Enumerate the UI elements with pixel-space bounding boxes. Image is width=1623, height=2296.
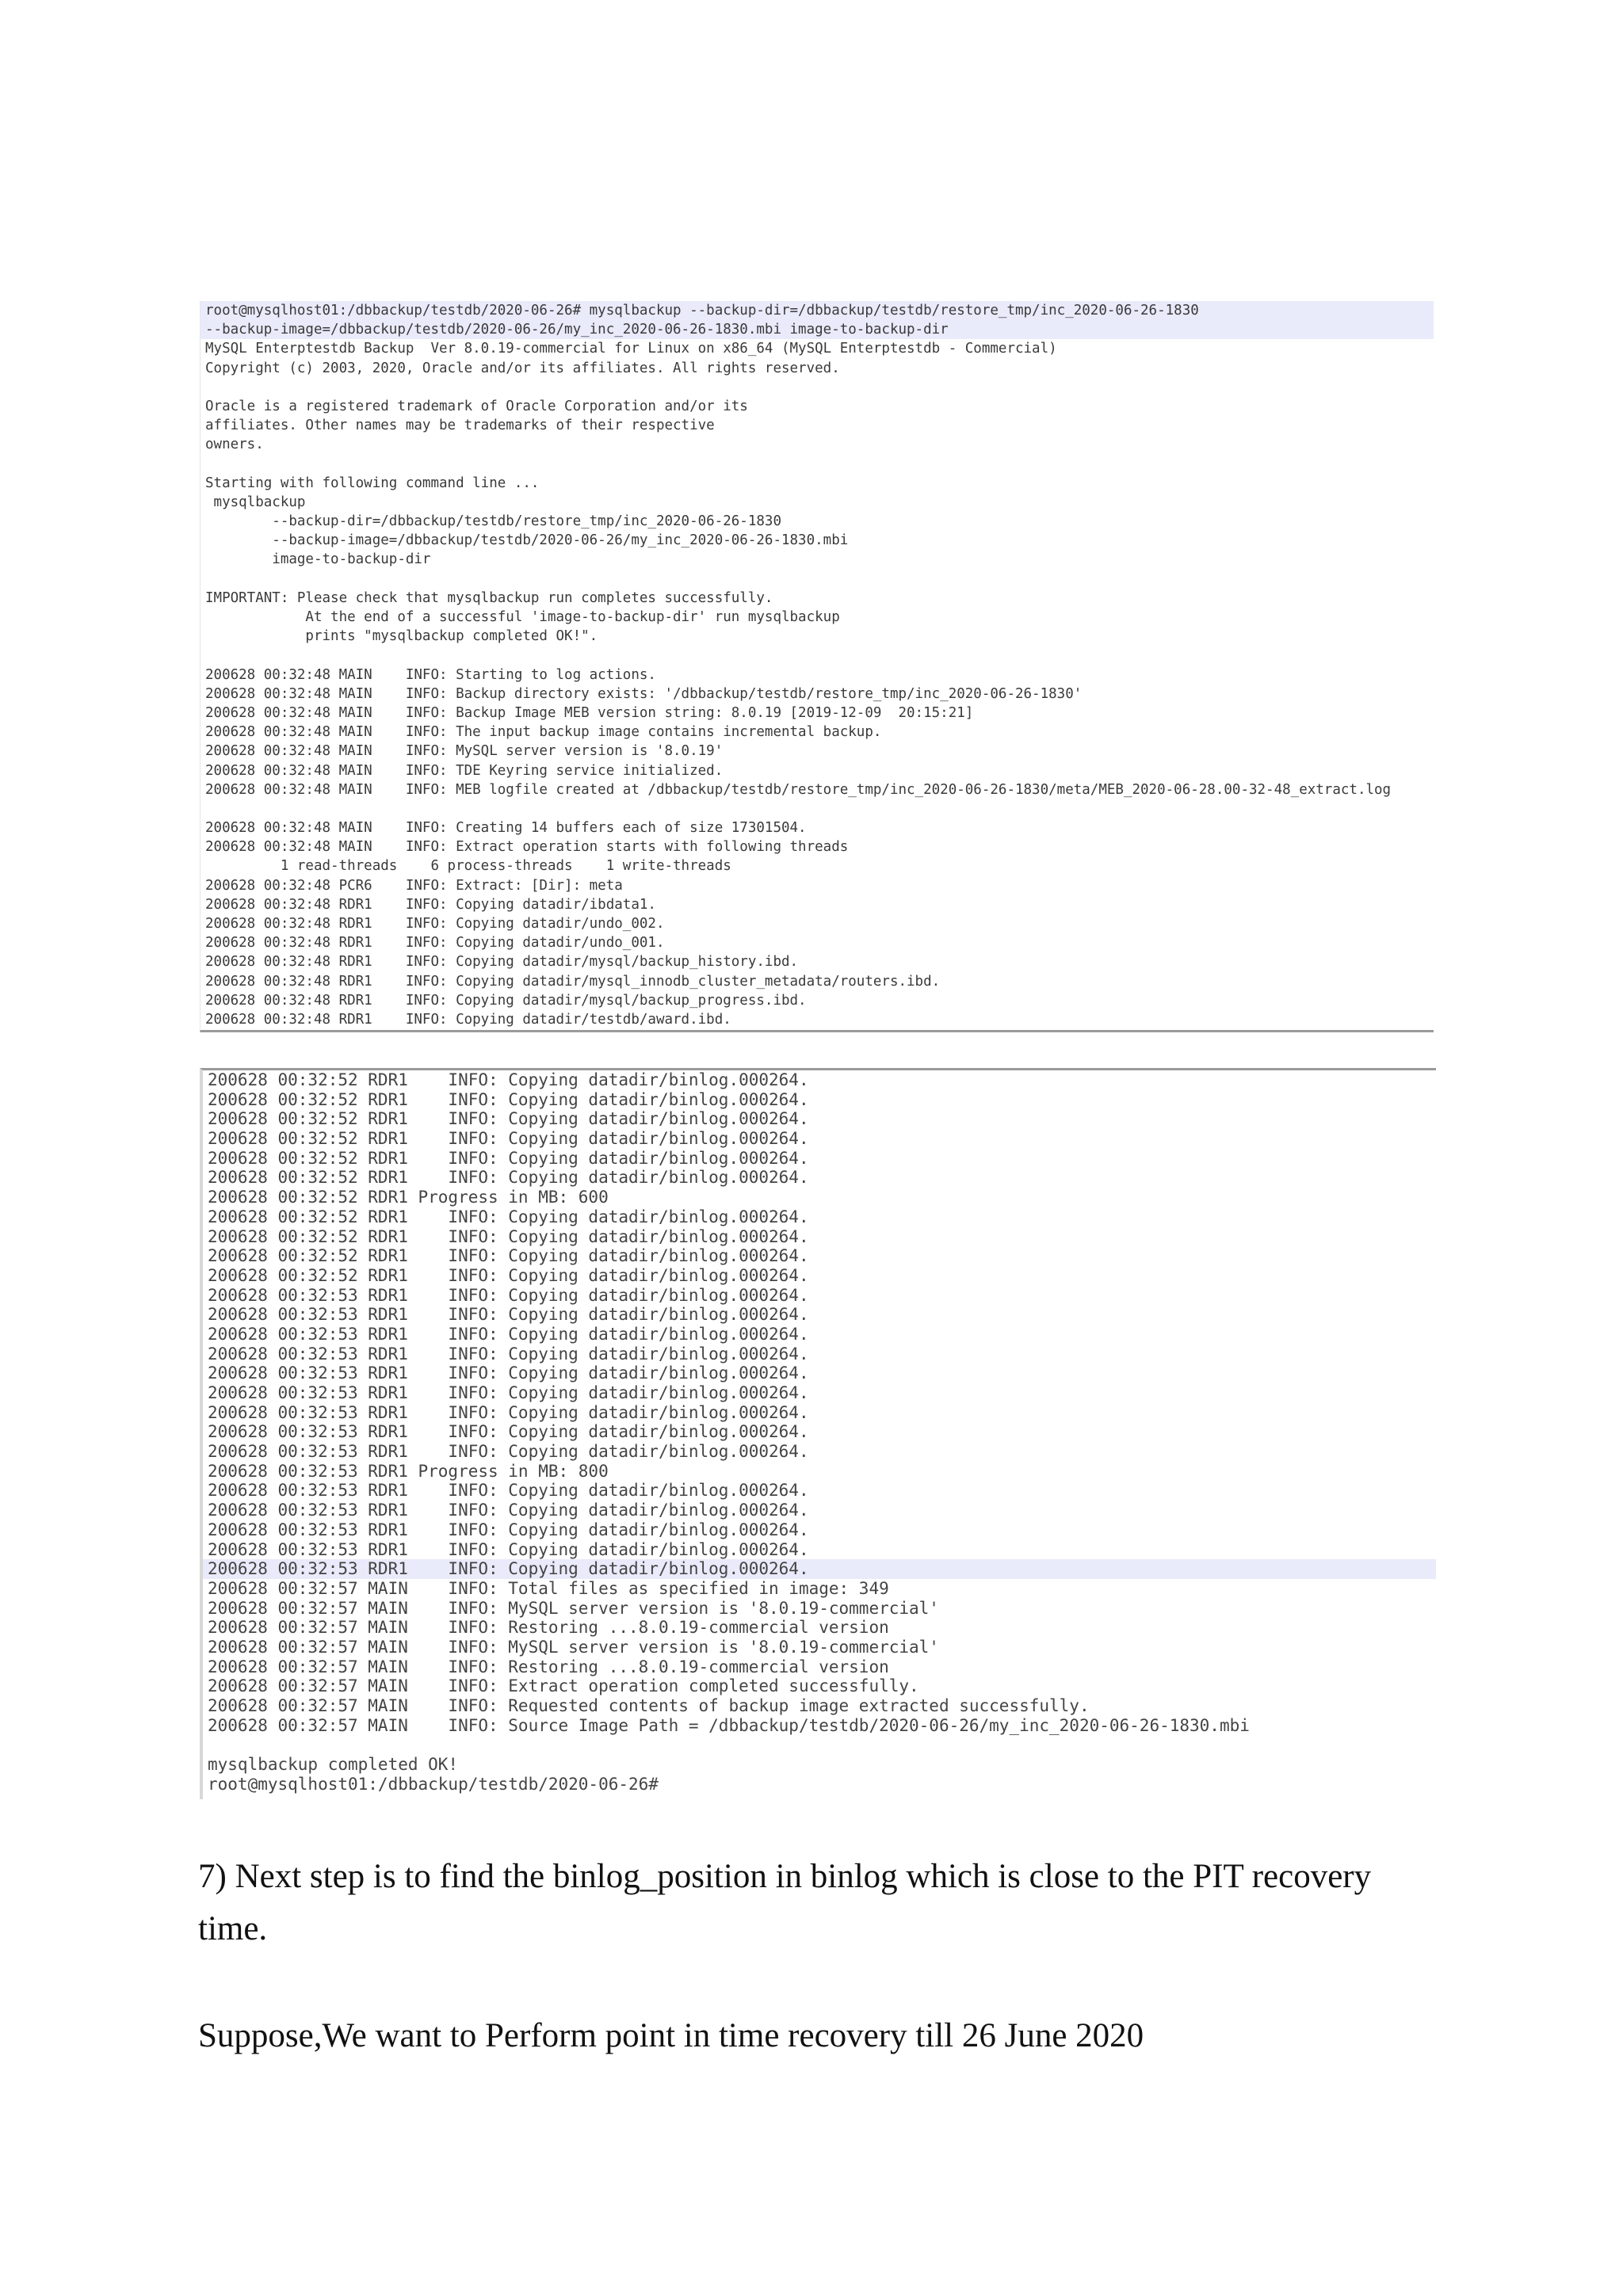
terminal-line: root@mysqlhost01:/dbbackup/testdb/2020-06-26# mysqlbackup --backup-dir=/dbbackup/testdb/restore_tmp/inc_2020-06-26-1830 xyxy=(200,301,1434,320)
terminal-line: 200628 00:32:52 RDR1 INFO: Copying datadir/binlog.000264. xyxy=(208,1109,809,1129)
terminal-line: 200628 00:32:57 MAIN INFO: Extract operation completed successfully. xyxy=(208,1676,919,1696)
terminal-line: 1 read-threads 6 process-threads 1 write-threads xyxy=(205,858,731,875)
terminal-line: 200628 00:32:52 RDR1 INFO: Copying datadir/binlog.000264. xyxy=(208,1265,809,1285)
terminal-line: 200628 00:32:52 RDR1 Progress in MB: 600 xyxy=(208,1188,609,1207)
terminal-line: 200628 00:32:53 RDR1 INFO: Copying datadir/binlog.000264. xyxy=(208,1344,809,1363)
terminal-line: 200628 00:32:57 MAIN INFO: Restoring ...8.0.19-commercial version xyxy=(208,1657,889,1676)
terminal-line: owners. xyxy=(205,437,264,453)
terminal-line: Copyright (c) 2003, 2020, Oracle and/or its affiliates. All rights reserved. xyxy=(205,360,840,376)
terminal-line xyxy=(200,570,1434,589)
terminal-line: 200628 00:32:57 MAIN INFO: MySQL server version is '8.0.19-commercial' xyxy=(208,1598,939,1618)
terminal-line: IMPORTANT: Please check that mysqlbackup run completes successfully. xyxy=(205,589,773,606)
terminal-line: 200628 00:32:52 RDR1 INFO: Copying datadir/binlog.000264. xyxy=(208,1089,809,1109)
terminal-line: 200628 00:32:48 RDR1 INFO: Copying datadir/undo_001. xyxy=(205,935,665,952)
terminal-line: 200628 00:32:57 MAIN INFO: MySQL server version is '8.0.19-commercial' xyxy=(208,1637,939,1657)
terminal-line: At the end of a successful 'image-to-backup-dir' run mysqlbackup xyxy=(205,609,840,625)
terminal-line: 200628 00:32:53 RDR1 INFO: Copying datadir/binlog.000264. xyxy=(208,1539,809,1559)
terminal-line: 200628 00:32:53 RDR1 INFO: Copying datadir/binlog.000264. xyxy=(208,1305,809,1325)
terminal-line: prints "mysqlbackup completed OK!". xyxy=(205,628,598,645)
terminal-line: 200628 00:32:52 RDR1 INFO: Copying datadir/binlog.000264. xyxy=(208,1246,809,1266)
terminal-line: 200628 00:32:48 MAIN INFO: MySQL server version is '8.0.19' xyxy=(205,743,724,760)
terminal-line: 200628 00:32:53 RDR1 INFO: Copying datadir/binlog.000264. xyxy=(208,1422,809,1442)
terminal-line: 200628 00:32:48 MAIN INFO: Creating 14 buffers each of size 17301504. xyxy=(205,820,807,837)
terminal-line: Oracle is a registered trademark of Oracle Corporation and/or its xyxy=(205,398,748,414)
terminal-line: image-to-backup-dir xyxy=(205,551,431,568)
terminal-line: 200628 00:32:53 RDR1 INFO: Copying datadir/binlog.000264. xyxy=(208,1402,809,1422)
terminal-line: 200628 00:32:48 MAIN INFO: The input backup image contains incremental backup. xyxy=(205,724,882,741)
terminal-line xyxy=(203,1735,1436,1755)
terminal-line xyxy=(200,455,1434,474)
suppose-paragraph: Suppose,We want to Perform point in time recovery till 26 June 2020 xyxy=(198,2017,1144,2054)
terminal-line: 200628 00:32:53 RDR1 INFO: Copying datadir/binlog.000264. xyxy=(208,1363,809,1383)
terminal-screenshot-bottom xyxy=(200,1068,1436,1799)
terminal-line: affiliates. Other names may be trademarks of their respective xyxy=(205,418,715,434)
terminal-line: 200628 00:32:48 RDR1 INFO: Copying datadir/undo_002. xyxy=(205,916,665,932)
terminal-line: 200628 00:32:53 RDR1 Progress in MB: 800 xyxy=(208,1461,609,1481)
step-7-paragraph: 7) Next step is to find the binlog_position in binlog which is close to the PIT recovery time. xyxy=(198,1858,1372,1947)
terminal-line: --backup-image=/dbbackup/testdb/2020-06-26/my_inc_2020-06-26-1830.mbi xyxy=(205,532,849,549)
terminal-line: --backup-image=/dbbackup/testdb/2020-06-26/my_inc_2020-06-26-1830.mbi image-to-backup-dir xyxy=(200,320,1434,339)
terminal-line: 200628 00:32:48 MAIN INFO: MEB logfile created at /dbbackup/testdb/restore_tmp/inc_2020-06-26-1830/meta/MEB_2020-06-28.00-32-48_extract.log xyxy=(205,781,1392,798)
terminal-line: 200628 00:32:48 MAIN INFO: Extract operation starts with following threads xyxy=(205,839,849,856)
terminal-line: MySQL Enterptestdb Backup Ver 8.0.19-commercial for Linux on x86_64 (MySQL Enterptestdb - Commercial) xyxy=(205,341,1057,357)
terminal-line: 200628 00:32:57 MAIN INFO: Requested contents of backup image extracted successfully. xyxy=(208,1696,1090,1715)
terminal-line: 200628 00:32:48 MAIN INFO: Starting to log actions. xyxy=(205,666,656,683)
terminal-line: mysqlbackup completed OK! xyxy=(208,1755,459,1775)
terminal-line: 200628 00:32:48 RDR1 INFO: Copying datadir/mysql_innodb_cluster_metadata/routers.ibd. xyxy=(205,973,941,990)
terminal-line: 200628 00:32:48 MAIN INFO: TDE Keyring service initialized. xyxy=(205,762,724,779)
terminal-line: 200628 00:32:52 RDR1 INFO: Copying datadir/binlog.000264. xyxy=(208,1148,809,1168)
terminal-line xyxy=(200,646,1434,665)
terminal-line: 200628 00:32:53 RDR1 INFO: Copying datadir/binlog.000264. xyxy=(208,1501,809,1520)
terminal-line: Starting with following command line ... xyxy=(205,475,540,491)
terminal-line: 200628 00:32:52 RDR1 INFO: Copying datadir/binlog.000264. xyxy=(208,1070,809,1089)
terminal-screenshot-top xyxy=(200,301,1434,1032)
terminal-line: --backup-dir=/dbbackup/testdb/restore_tmp/inc_2020-06-26-1830 xyxy=(205,513,781,530)
terminal-line xyxy=(200,378,1434,397)
terminal-line: 200628 00:32:53 RDR1 INFO: Copying datadir/binlog.000264. xyxy=(203,1559,1436,1579)
terminal-line: 200628 00:32:52 RDR1 INFO: Copying datadir/binlog.000264. xyxy=(208,1129,809,1149)
terminal-line: 200628 00:32:53 RDR1 INFO: Copying datadir/binlog.000264. xyxy=(208,1383,809,1402)
terminal-line: 200628 00:32:48 RDR1 INFO: Copying datadir/mysql/backup_history.ibd. xyxy=(205,954,799,971)
terminal-line: 200628 00:32:53 RDR1 INFO: Copying datadir/binlog.000264. xyxy=(208,1481,809,1501)
terminal-line: 200628 00:32:52 RDR1 INFO: Copying datadir/binlog.000264. xyxy=(208,1226,809,1246)
terminal-line: 200628 00:32:48 MAIN INFO: Backup directory exists: '/dbbackup/testdb/restore_tmp/inc_2020-06-26-1830' xyxy=(205,685,1083,702)
terminal-line: 200628 00:32:53 RDR1 INFO: Copying datadir/binlog.000264. xyxy=(208,1285,809,1305)
terminal-line: 200628 00:32:48 MAIN INFO: Backup Image MEB version string: 8.0.19 [2019-12-09 20:15:21] xyxy=(205,704,974,721)
terminal-line: root@mysqlhost01:/dbbackup/testdb/2020-06-26# xyxy=(208,1774,659,1794)
terminal-line: 200628 00:32:57 MAIN INFO: Total files as specified in image: 349 xyxy=(208,1578,889,1598)
terminal-line: 200628 00:32:53 RDR1 INFO: Copying datadir/binlog.000264. xyxy=(208,1442,809,1462)
terminal-line: 200628 00:32:57 MAIN INFO: Source Image Path = /dbbackup/testdb/2020-06-26/my_inc_2020-06-26-1830.mbi xyxy=(208,1715,1250,1735)
terminal-line: 200628 00:32:57 MAIN INFO: Restoring ...8.0.19-commercial version xyxy=(208,1618,889,1638)
terminal-line: 200628 00:32:53 RDR1 INFO: Copying datadir/binlog.000264. xyxy=(208,1324,809,1344)
terminal-line: 200628 00:32:52 RDR1 INFO: Copying datadir/binlog.000264. xyxy=(208,1207,809,1226)
terminal-line: 200628 00:32:48 RDR1 INFO: Copying datadir/ibdata1. xyxy=(205,896,656,913)
terminal-line: 200628 00:32:52 RDR1 INFO: Copying datadir/binlog.000264. xyxy=(208,1168,809,1188)
terminal-line: 200628 00:32:48 PCR6 INFO: Extract: [Dir]: meta xyxy=(205,877,623,894)
terminal-line: 200628 00:32:53 RDR1 INFO: Copying datadir/binlog.000264. xyxy=(208,1520,809,1539)
terminal-line: 200628 00:32:48 RDR1 INFO: Copying datadir/mysql/backup_progress.ibd. xyxy=(205,992,807,1009)
terminal-line xyxy=(200,799,1434,818)
terminal-line: mysqlbackup xyxy=(205,494,306,510)
terminal-line: 200628 00:32:48 RDR1 INFO: Copying datadir/testdb/award.ibd. xyxy=(205,1011,731,1028)
